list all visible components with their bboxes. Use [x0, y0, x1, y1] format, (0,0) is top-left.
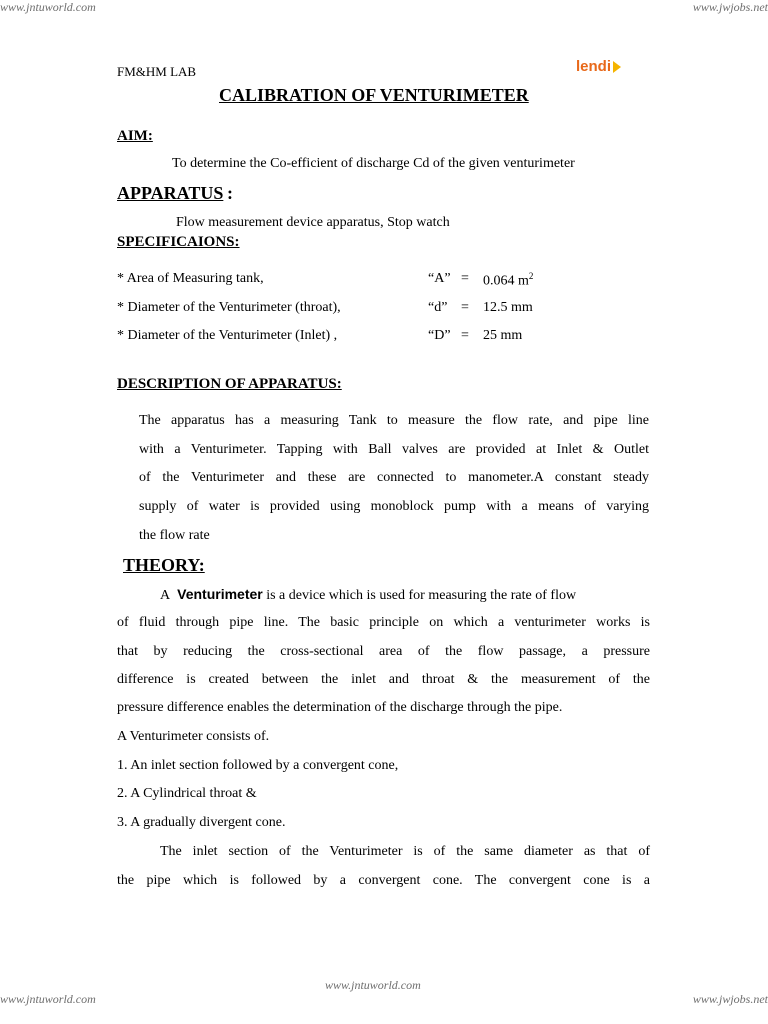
- spec-label: * Area of Measuring tank,: [117, 271, 264, 286]
- spec-value: 12.5 mm: [483, 300, 533, 315]
- description-heading: DESCRIPTION OF APPARATUS:: [117, 376, 342, 392]
- list-item: 2. A Cylindrical throat &: [117, 786, 257, 801]
- theory-line: of fluid through pipe line. The basic principle on which a venturimeter works is: [117, 615, 650, 630]
- apparatus-text: Flow measurement device apparatus, Stop watch: [176, 215, 450, 230]
- spec-label: * Diameter of the Venturimeter (throat),: [117, 300, 341, 315]
- list-item: 3. A gradually divergent cone.: [117, 815, 286, 830]
- theory-paragraph-2: the pipe which is followed by a convergent cone. The convergent cone is a: [117, 873, 650, 888]
- spec-equals: =: [461, 328, 469, 343]
- lab-name: FM&HM LAB: [117, 64, 197, 79]
- lendi-logo: [576, 58, 621, 75]
- venturimeter-term: Venturimeter: [177, 586, 263, 602]
- spec-row-area: [117, 271, 557, 291]
- aim-heading: AIM:: [117, 128, 153, 144]
- watermark-bottom-center: www.jntuworld.com: [325, 978, 421, 992]
- spec-value: 25 mm: [483, 328, 523, 343]
- theory-intro: A Venturimeter is a device which is used for measuring the rate of flow: [160, 586, 577, 603]
- theory-paragraph-2: The inlet section of the Venturimeter is of the same diameter as that of: [160, 844, 650, 859]
- list-item: 1. An inlet section followed by a convergent cone,: [117, 758, 399, 773]
- description-line: with a Venturimeter. Tapping with Ball valves are provided at Inlet & Outlet: [139, 442, 649, 457]
- description-line: the flow rate: [139, 528, 210, 543]
- spec-label: * Diameter of the Venturimeter (Inlet) ,: [117, 328, 338, 343]
- theory-line: that by reducing the cross-sectional area of the flow passage, a pressure: [117, 644, 650, 659]
- spec-symbol: “d”: [428, 300, 448, 315]
- description-line: The apparatus has a measuring Tank to measure the flow rate, and pipe line: [139, 413, 649, 428]
- spec-symbol: “A”: [428, 271, 451, 286]
- page-title: CALIBRATION OF VENTURIMETER: [219, 85, 529, 105]
- watermark-bottom-left: www.jntuworld.com: [0, 992, 96, 1006]
- logo-arrow-icon: [613, 61, 621, 73]
- logo-text: lendi: [576, 58, 612, 75]
- apparatus-heading: APPARATUS: [117, 183, 224, 203]
- description-line: supply of water is provided using monoblock pump with a means of varying: [139, 499, 649, 514]
- spec-equals: =: [461, 271, 469, 286]
- consists-of: A Venturimeter consists of.: [117, 729, 270, 744]
- apparatus-colon: :: [227, 183, 233, 203]
- watermark-top-left: www.jntuworld.com: [0, 0, 96, 14]
- watermark-top-right: www.jwjobs.net: [692, 0, 768, 14]
- spec-row-inlet: [117, 328, 557, 348]
- theory-line: difference is created between the inlet and throat & the measurement of the: [117, 672, 650, 687]
- description-line: of the Venturimeter and these are connected to manometer.A constant steady: [139, 470, 649, 485]
- theory-heading: THEORY:: [123, 555, 205, 575]
- theory-line: pressure difference enables the determination of the discharge through the pipe.: [117, 700, 563, 715]
- spec-symbol: “D”: [428, 328, 451, 343]
- spec-value: 0.064 $m^2$: [483, 271, 534, 289]
- watermark-bottom-right: www.jwjobs.net: [692, 992, 768, 1006]
- spec-row-throat: [117, 300, 557, 320]
- specifications-heading: SPECIFICAIONS:: [117, 234, 240, 250]
- aim-text: To determine the Co-efficient of discharge Cd of the given venturimeter: [172, 156, 575, 171]
- spec-equals: =: [461, 300, 469, 315]
